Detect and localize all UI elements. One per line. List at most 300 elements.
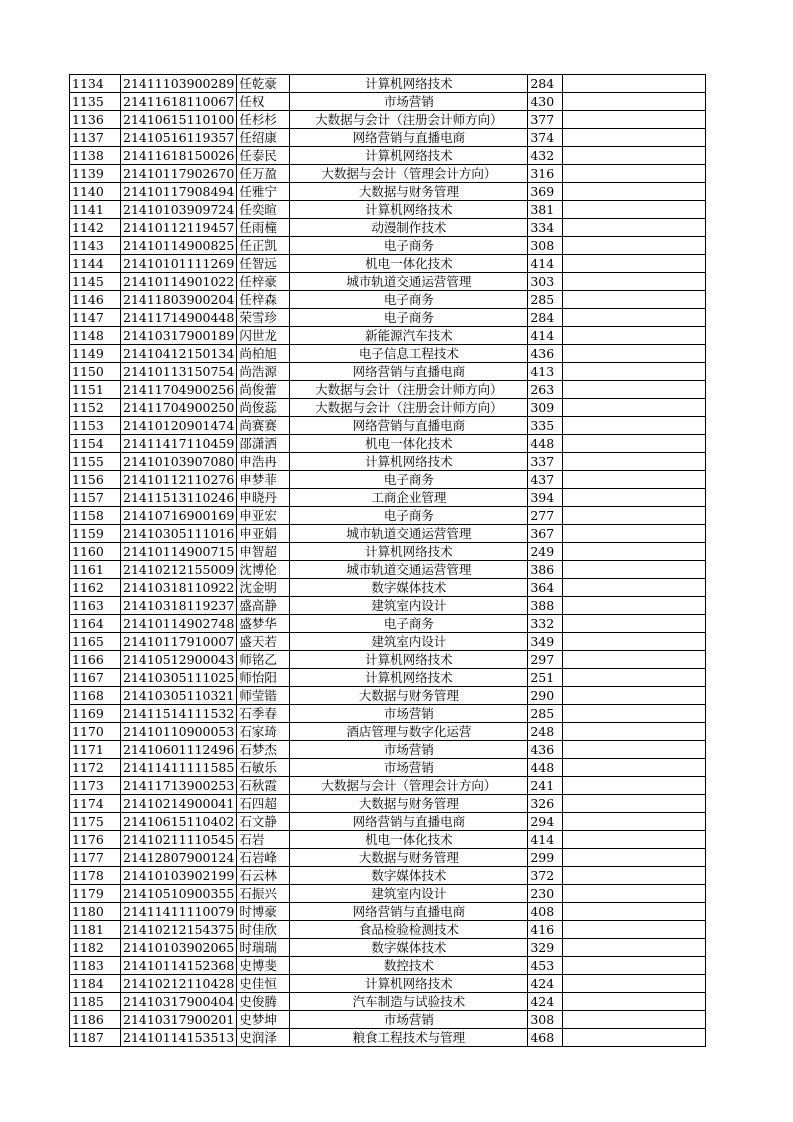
remark-cell xyxy=(563,813,706,831)
student-id-cell: 21411103900289 xyxy=(121,75,237,93)
major-cell: 电子信息工程技术 xyxy=(290,345,528,363)
major-cell: 城市轨道交通运营管理 xyxy=(290,561,528,579)
remark-cell xyxy=(563,399,706,417)
table-row xyxy=(70,723,706,741)
major-cell: 大数据与会计（注册会计师方向） xyxy=(290,399,528,417)
row-index-cell: 1139 xyxy=(70,165,121,183)
table-row xyxy=(70,93,706,111)
student-id-cell: 21411704900256 xyxy=(121,381,237,399)
student-name-cell: 史俊腾 xyxy=(237,993,290,1011)
table-row xyxy=(70,993,706,1011)
major-cell: 计算机网络技术 xyxy=(290,147,528,165)
score-cell: 290 xyxy=(528,687,563,705)
table-row xyxy=(70,939,706,957)
major-cell: 大数据与财务管理 xyxy=(290,687,528,705)
major-cell: 机电一体化技术 xyxy=(290,435,528,453)
student-name-cell: 盛天若 xyxy=(237,633,290,651)
row-index-cell: 1146 xyxy=(70,291,121,309)
row-index-cell: 1174 xyxy=(70,795,121,813)
student-id-cell: 21410113150754 xyxy=(121,363,237,381)
student-name-cell: 石岩峰 xyxy=(237,849,290,867)
major-cell: 大数据与会计（管理会计方向） xyxy=(290,165,528,183)
score-cell: 424 xyxy=(528,975,563,993)
row-index-cell: 1136 xyxy=(70,111,121,129)
table-row xyxy=(70,75,706,93)
row-index-cell: 1150 xyxy=(70,363,121,381)
major-cell: 网络营销与直播电商 xyxy=(290,417,528,435)
table-row xyxy=(70,129,706,147)
student-name-cell: 石云林 xyxy=(237,867,290,885)
table-row xyxy=(70,777,706,795)
score-table-body xyxy=(70,75,706,1047)
table-row xyxy=(70,903,706,921)
remark-cell xyxy=(563,957,706,975)
student-id-cell: 21410110900053 xyxy=(121,723,237,741)
remark-cell xyxy=(563,471,706,489)
major-cell: 计算机网络技术 xyxy=(290,651,528,669)
score-cell: 381 xyxy=(528,201,563,219)
table-row xyxy=(70,597,706,615)
student-id-cell: 21411803900204 xyxy=(121,291,237,309)
score-cell: 416 xyxy=(528,921,563,939)
table-row xyxy=(70,291,706,309)
row-index-cell: 1184 xyxy=(70,975,121,993)
major-cell: 市场营销 xyxy=(290,705,528,723)
remark-cell xyxy=(563,435,706,453)
table-row xyxy=(70,561,706,579)
student-id-cell: 21410112119457 xyxy=(121,219,237,237)
student-id-cell: 21410305110321 xyxy=(121,687,237,705)
student-name-cell: 石岩 xyxy=(237,831,290,849)
score-cell: 437 xyxy=(528,471,563,489)
student-id-cell: 21410114901022 xyxy=(121,273,237,291)
score-cell: 329 xyxy=(528,939,563,957)
score-cell: 394 xyxy=(528,489,563,507)
score-cell: 436 xyxy=(528,741,563,759)
student-id-cell: 21410615110402 xyxy=(121,813,237,831)
score-table xyxy=(69,74,706,1047)
score-cell: 436 xyxy=(528,345,563,363)
table-row xyxy=(70,921,706,939)
row-index-cell: 1159 xyxy=(70,525,121,543)
row-index-cell: 1151 xyxy=(70,381,121,399)
major-cell: 电子商务 xyxy=(290,615,528,633)
score-cell: 453 xyxy=(528,957,563,975)
remark-cell xyxy=(563,363,706,381)
table-row xyxy=(70,543,706,561)
student-name-cell: 任奕暄 xyxy=(237,201,290,219)
major-cell: 市场营销 xyxy=(290,759,528,777)
student-name-cell: 申浩冉 xyxy=(237,453,290,471)
row-index-cell: 1173 xyxy=(70,777,121,795)
table-row xyxy=(70,111,706,129)
row-index-cell: 1181 xyxy=(70,921,121,939)
student-name-cell: 任绍康 xyxy=(237,129,290,147)
remark-cell xyxy=(563,579,706,597)
row-index-cell: 1187 xyxy=(70,1029,121,1047)
remark-cell xyxy=(563,489,706,507)
major-cell: 计算机网络技术 xyxy=(290,543,528,561)
remark-cell xyxy=(563,849,706,867)
student-name-cell: 史博斐 xyxy=(237,957,290,975)
score-cell: 369 xyxy=(528,183,563,201)
student-id-cell: 21411704900250 xyxy=(121,399,237,417)
score-cell: 294 xyxy=(528,813,563,831)
remark-cell xyxy=(563,741,706,759)
major-cell: 机电一体化技术 xyxy=(290,255,528,273)
remark-cell xyxy=(563,219,706,237)
row-index-cell: 1163 xyxy=(70,597,121,615)
table-row xyxy=(70,237,706,255)
row-index-cell: 1170 xyxy=(70,723,121,741)
score-cell: 309 xyxy=(528,399,563,417)
student-name-cell: 邵潇洒 xyxy=(237,435,290,453)
major-cell: 计算机网络技术 xyxy=(290,75,528,93)
major-cell: 数控技术 xyxy=(290,957,528,975)
major-cell: 大数据与财务管理 xyxy=(290,849,528,867)
remark-cell xyxy=(563,993,706,1011)
remark-cell xyxy=(563,453,706,471)
row-index-cell: 1142 xyxy=(70,219,121,237)
table-row xyxy=(70,417,706,435)
student-name-cell: 石秋霞 xyxy=(237,777,290,795)
score-cell: 386 xyxy=(528,561,563,579)
remark-cell xyxy=(563,1029,706,1047)
remark-cell xyxy=(563,93,706,111)
student-name-cell: 石振兴 xyxy=(237,885,290,903)
major-cell: 城市轨道交通运营管理 xyxy=(290,273,528,291)
student-id-cell: 21410512900043 xyxy=(121,651,237,669)
major-cell: 网络营销与直播电商 xyxy=(290,363,528,381)
row-index-cell: 1183 xyxy=(70,957,121,975)
major-cell: 动漫制作技术 xyxy=(290,219,528,237)
table-row xyxy=(70,885,706,903)
major-cell: 计算机网络技术 xyxy=(290,453,528,471)
major-cell: 新能源汽车技术 xyxy=(290,327,528,345)
table-row xyxy=(70,957,706,975)
row-index-cell: 1171 xyxy=(70,741,121,759)
student-id-cell: 21410412150134 xyxy=(121,345,237,363)
score-cell: 337 xyxy=(528,453,563,471)
score-cell: 374 xyxy=(528,129,563,147)
table-row xyxy=(70,1011,706,1029)
student-id-cell: 21410318110922 xyxy=(121,579,237,597)
remark-cell xyxy=(563,129,706,147)
remark-cell xyxy=(563,237,706,255)
major-cell: 计算机网络技术 xyxy=(290,201,528,219)
major-cell: 数字媒体技术 xyxy=(290,939,528,957)
table-row xyxy=(70,579,706,597)
student-name-cell: 申梦菲 xyxy=(237,471,290,489)
major-cell: 大数据与会计（管理会计方向） xyxy=(290,777,528,795)
row-index-cell: 1165 xyxy=(70,633,121,651)
student-name-cell: 时瑞瑞 xyxy=(237,939,290,957)
score-cell: 430 xyxy=(528,93,563,111)
remark-cell xyxy=(563,543,706,561)
table-row xyxy=(70,165,706,183)
student-name-cell: 盛梦华 xyxy=(237,615,290,633)
score-cell: 364 xyxy=(528,579,563,597)
student-id-cell: 21410101111269 xyxy=(121,255,237,273)
table-row xyxy=(70,471,706,489)
remark-cell xyxy=(563,633,706,651)
remark-cell xyxy=(563,777,706,795)
student-name-cell: 尚赛赛 xyxy=(237,417,290,435)
student-id-cell: 21410212154375 xyxy=(121,921,237,939)
row-index-cell: 1162 xyxy=(70,579,121,597)
student-name-cell: 石梦杰 xyxy=(237,741,290,759)
table-row xyxy=(70,255,706,273)
student-id-cell: 21410212155009 xyxy=(121,561,237,579)
student-id-cell: 21410114902748 xyxy=(121,615,237,633)
remark-cell xyxy=(563,561,706,579)
student-id-cell: 21410510900355 xyxy=(121,885,237,903)
row-index-cell: 1168 xyxy=(70,687,121,705)
major-cell: 食品检验检测技术 xyxy=(290,921,528,939)
major-cell: 数字媒体技术 xyxy=(290,579,528,597)
score-cell: 303 xyxy=(528,273,563,291)
student-name-cell: 任雅宁 xyxy=(237,183,290,201)
major-cell: 大数据与财务管理 xyxy=(290,183,528,201)
major-cell: 市场营销 xyxy=(290,741,528,759)
remark-cell xyxy=(563,669,706,687)
remark-cell xyxy=(563,273,706,291)
major-cell: 建筑室内设计 xyxy=(290,633,528,651)
major-cell: 数字媒体技术 xyxy=(290,867,528,885)
row-index-cell: 1161 xyxy=(70,561,121,579)
remark-cell xyxy=(563,759,706,777)
table-row xyxy=(70,615,706,633)
table-row xyxy=(70,381,706,399)
student-name-cell: 任梓豪 xyxy=(237,273,290,291)
student-name-cell: 时博豪 xyxy=(237,903,290,921)
table-row xyxy=(70,453,706,471)
student-id-cell: 21410305111016 xyxy=(121,525,237,543)
score-cell: 285 xyxy=(528,705,563,723)
remark-cell xyxy=(563,507,706,525)
remark-cell xyxy=(563,327,706,345)
student-id-cell: 21410615110100 xyxy=(121,111,237,129)
table-row xyxy=(70,363,706,381)
row-index-cell: 1185 xyxy=(70,993,121,1011)
student-id-cell: 21410317900189 xyxy=(121,327,237,345)
major-cell: 建筑室内设计 xyxy=(290,597,528,615)
major-cell: 城市轨道交通运营管理 xyxy=(290,525,528,543)
score-cell: 468 xyxy=(528,1029,563,1047)
student-id-cell: 21410212110428 xyxy=(121,975,237,993)
student-id-cell: 21410114900715 xyxy=(121,543,237,561)
table-row xyxy=(70,399,706,417)
row-index-cell: 1175 xyxy=(70,813,121,831)
score-cell: 277 xyxy=(528,507,563,525)
student-id-cell: 21410103907080 xyxy=(121,453,237,471)
student-id-cell: 21410117910007 xyxy=(121,633,237,651)
score-cell: 334 xyxy=(528,219,563,237)
row-index-cell: 1153 xyxy=(70,417,121,435)
row-index-cell: 1155 xyxy=(70,453,121,471)
remark-cell xyxy=(563,867,706,885)
student-id-cell: 21411618150026 xyxy=(121,147,237,165)
student-name-cell: 尚柏旭 xyxy=(237,345,290,363)
student-id-cell: 21411411111585 xyxy=(121,759,237,777)
table-row xyxy=(70,705,706,723)
remark-cell xyxy=(563,597,706,615)
student-id-cell: 21411618110067 xyxy=(121,93,237,111)
score-cell: 299 xyxy=(528,849,563,867)
remark-cell xyxy=(563,147,706,165)
score-cell: 367 xyxy=(528,525,563,543)
row-index-cell: 1134 xyxy=(70,75,121,93)
row-index-cell: 1167 xyxy=(70,669,121,687)
table-row xyxy=(70,507,706,525)
student-name-cell: 石家琦 xyxy=(237,723,290,741)
student-name-cell: 史润泽 xyxy=(237,1029,290,1047)
score-cell: 316 xyxy=(528,165,563,183)
score-cell: 251 xyxy=(528,669,563,687)
remark-cell xyxy=(563,165,706,183)
remark-cell xyxy=(563,831,706,849)
score-cell: 326 xyxy=(528,795,563,813)
row-index-cell: 1141 xyxy=(70,201,121,219)
student-name-cell: 任万盈 xyxy=(237,165,290,183)
student-id-cell: 21410516119357 xyxy=(121,129,237,147)
student-id-cell: 21410112110276 xyxy=(121,471,237,489)
score-cell: 263 xyxy=(528,381,563,399)
row-index-cell: 1180 xyxy=(70,903,121,921)
major-cell: 市场营销 xyxy=(290,1011,528,1029)
table-row xyxy=(70,795,706,813)
table-row xyxy=(70,309,706,327)
score-cell: 448 xyxy=(528,435,563,453)
student-name-cell: 任雨橦 xyxy=(237,219,290,237)
student-id-cell: 21410211110545 xyxy=(121,831,237,849)
student-id-cell: 21410214900041 xyxy=(121,795,237,813)
table-row xyxy=(70,651,706,669)
row-index-cell: 1166 xyxy=(70,651,121,669)
remark-cell xyxy=(563,255,706,273)
remark-cell xyxy=(563,1011,706,1029)
row-index-cell: 1160 xyxy=(70,543,121,561)
row-index-cell: 1140 xyxy=(70,183,121,201)
student-name-cell: 任正凯 xyxy=(237,237,290,255)
major-cell: 机电一体化技术 xyxy=(290,831,528,849)
remark-cell xyxy=(563,975,706,993)
remark-cell xyxy=(563,309,706,327)
remark-cell xyxy=(563,651,706,669)
student-id-cell: 21411417110459 xyxy=(121,435,237,453)
major-cell: 网络营销与直播电商 xyxy=(290,129,528,147)
score-cell: 448 xyxy=(528,759,563,777)
row-index-cell: 1135 xyxy=(70,93,121,111)
table-row xyxy=(70,147,706,165)
row-index-cell: 1177 xyxy=(70,849,121,867)
student-id-cell: 21412807900124 xyxy=(121,849,237,867)
row-index-cell: 1179 xyxy=(70,885,121,903)
student-name-cell: 石四超 xyxy=(237,795,290,813)
student-name-cell: 史佳恒 xyxy=(237,975,290,993)
remark-cell xyxy=(563,903,706,921)
major-cell: 大数据与会计（注册会计师方向） xyxy=(290,381,528,399)
student-id-cell: 21411411110079 xyxy=(121,903,237,921)
remark-cell xyxy=(563,615,706,633)
table-row xyxy=(70,525,706,543)
student-name-cell: 史梦坤 xyxy=(237,1011,290,1029)
major-cell: 计算机网络技术 xyxy=(290,669,528,687)
student-id-cell: 21410117902670 xyxy=(121,165,237,183)
table-row xyxy=(70,345,706,363)
student-name-cell: 盛高静 xyxy=(237,597,290,615)
student-id-cell: 21411713900253 xyxy=(121,777,237,795)
row-index-cell: 1137 xyxy=(70,129,121,147)
remark-cell xyxy=(563,381,706,399)
score-cell: 284 xyxy=(528,309,563,327)
score-cell: 424 xyxy=(528,993,563,1011)
row-index-cell: 1186 xyxy=(70,1011,121,1029)
student-name-cell: 师怡阳 xyxy=(237,669,290,687)
student-name-cell: 尚俊蕊 xyxy=(237,399,290,417)
major-cell: 电子商务 xyxy=(290,309,528,327)
score-cell: 432 xyxy=(528,147,563,165)
score-cell: 249 xyxy=(528,543,563,561)
remark-cell xyxy=(563,687,706,705)
student-name-cell: 任杉杉 xyxy=(237,111,290,129)
student-name-cell: 申亚娟 xyxy=(237,525,290,543)
major-cell: 大数据与会计（注册会计师方向） xyxy=(290,111,528,129)
table-row xyxy=(70,687,706,705)
student-id-cell: 21410114152368 xyxy=(121,957,237,975)
major-cell: 粮食工程技术与管理 xyxy=(290,1029,528,1047)
student-id-cell: 21411714900448 xyxy=(121,309,237,327)
row-index-cell: 1144 xyxy=(70,255,121,273)
student-id-cell: 21410103902199 xyxy=(121,867,237,885)
table-row xyxy=(70,633,706,651)
score-cell: 414 xyxy=(528,327,563,345)
student-id-cell: 21410117908494 xyxy=(121,183,237,201)
table-row xyxy=(70,201,706,219)
score-cell: 372 xyxy=(528,867,563,885)
remark-cell xyxy=(563,885,706,903)
student-id-cell: 21410317900404 xyxy=(121,993,237,1011)
score-cell: 335 xyxy=(528,417,563,435)
score-cell: 241 xyxy=(528,777,563,795)
remark-cell xyxy=(563,525,706,543)
table-row xyxy=(70,435,706,453)
table-row xyxy=(70,669,706,687)
student-name-cell: 尚俊蕾 xyxy=(237,381,290,399)
major-cell: 电子商务 xyxy=(290,471,528,489)
major-cell: 网络营销与直播电商 xyxy=(290,813,528,831)
student-name-cell: 闪世龙 xyxy=(237,327,290,345)
student-name-cell: 石敏乐 xyxy=(237,759,290,777)
student-id-cell: 21410103902065 xyxy=(121,939,237,957)
score-cell: 388 xyxy=(528,597,563,615)
student-id-cell: 21410103909724 xyxy=(121,201,237,219)
table-row xyxy=(70,1029,706,1047)
row-index-cell: 1176 xyxy=(70,831,121,849)
major-cell: 汽车制造与试验技术 xyxy=(290,993,528,1011)
table-row xyxy=(70,489,706,507)
row-index-cell: 1147 xyxy=(70,309,121,327)
student-name-cell: 沈博伦 xyxy=(237,561,290,579)
student-name-cell: 任智远 xyxy=(237,255,290,273)
major-cell: 网络营销与直播电商 xyxy=(290,903,528,921)
score-cell: 349 xyxy=(528,633,563,651)
row-index-cell: 1143 xyxy=(70,237,121,255)
student-name-cell: 任权 xyxy=(237,93,290,111)
student-name-cell: 师铭乙 xyxy=(237,651,290,669)
remark-cell xyxy=(563,345,706,363)
score-cell: 285 xyxy=(528,291,563,309)
